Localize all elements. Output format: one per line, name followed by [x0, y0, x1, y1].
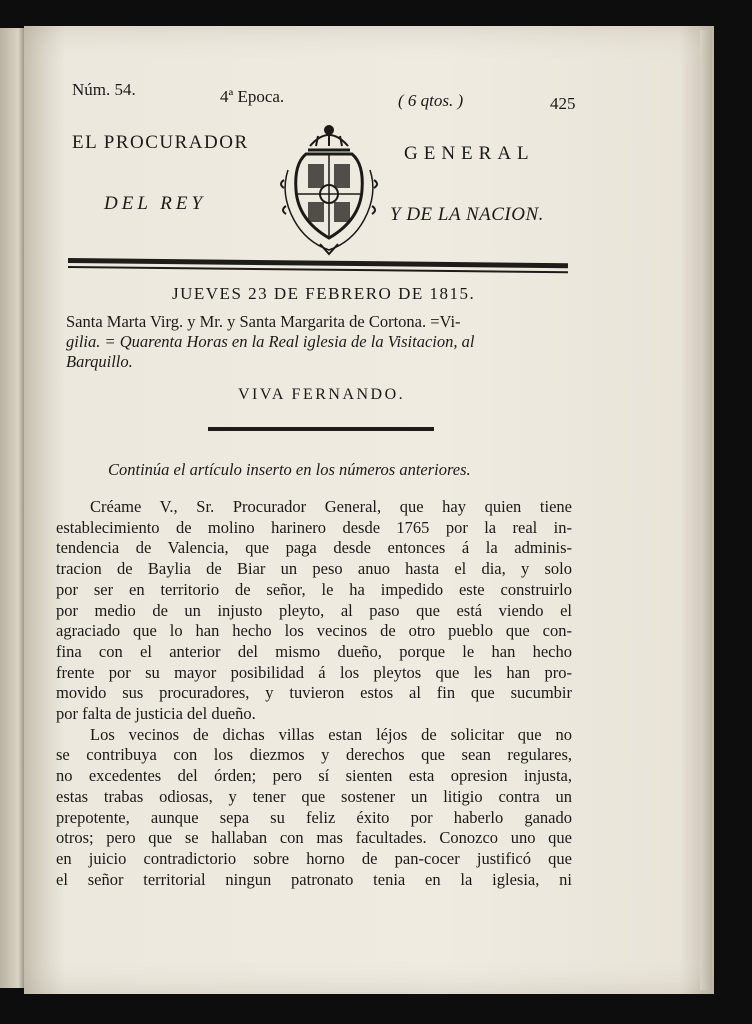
masthead-title-left: EL PROCURADOR [72, 132, 249, 153]
header-line [72, 80, 592, 113]
body-line: por ser en territorio de señor, le ha impedido este construirlo [56, 579, 572, 599]
body-line: frente por su mayor posibilidad á los pleytos que les han pro- [56, 662, 572, 682]
body-line: el señor territorial ningun patronato tenia en la iglesia, ni [56, 869, 572, 889]
body-line: estas trabas odiosas, y tener que sostener un litigio contra un [56, 786, 572, 806]
body-line: por medio de un injusto pleyto, al paso que está viendo el [56, 600, 572, 620]
masthead-subtitle-left: DEL REY [104, 193, 207, 214]
article-body [56, 497, 572, 890]
body-line: Los vecinos de dichas villas estan léjos de solicitar que no [90, 724, 572, 744]
section-divider [208, 427, 434, 431]
saints-line-3: Barquillo. [66, 352, 133, 371]
body-line: tracion de Baylia de Biar un peso anuo hasta el dia, y solo [56, 559, 572, 579]
body-line: agraciado que lo han hecho los vecinos de otro pueblo que con- [56, 621, 572, 641]
body-line: se contribuya con los diezmos y derechos que sean regulares, [56, 745, 572, 765]
saints-line-1: Santa Marta Virg. y Mr. y Santa Margarita de Cortona. =Vi- [66, 312, 461, 331]
body-line: tendencia de Valencia, que paga desde entonces á la adminis- [56, 538, 572, 558]
saints-of-the-day [66, 312, 586, 372]
date-line: JUEVES 23 DE FEBRERO DE 1815. [172, 284, 476, 303]
body-line: fina con el anterior del mismo dueño, porque le han hecho [56, 641, 572, 661]
facing-page-edge [0, 28, 26, 988]
body-line: prepotente, aunque sepa su feliz éxito por haberlo ganado [56, 807, 572, 827]
masthead-title-right: GENERAL [404, 143, 535, 164]
body-line: por falta de justicia del dueño. [56, 704, 256, 724]
body-line: Créame V., Sr. Procurador General, que hay quien tiene [90, 497, 572, 516]
saints-line-2: gilia. = Quarenta Horas en la Real iglesia de la Visitacion, al [66, 332, 475, 351]
issue-number: Núm. 54. [72, 80, 136, 99]
body-line: no excedentes del órden; pero sí sienten esta opresion injusta, [56, 766, 572, 786]
body-line: movido sus procuradores, y tuvieron estos al fin que sucumbir [56, 683, 572, 703]
masthead-subtitle-right: Y DE LA NACION. [390, 204, 544, 225]
page-number: 425 [550, 94, 576, 113]
quarters-label: ( 6 qtos. ) [398, 91, 464, 110]
body-line: establecimiento de molino harinero desde 1765 por la real in- [56, 517, 572, 537]
article-title: Continúa el artículo inserto en los números anteriores. [108, 460, 471, 479]
viva-fernando: VIVA FERNANDO. [238, 386, 406, 403]
epoch-label: 4ª Epoca. [220, 87, 285, 106]
body-line: otros; pero que se hallaban con mas facultades. Conozco uno que [56, 828, 572, 848]
royal-seal-icon [276, 120, 382, 256]
page-stack-edge [700, 30, 712, 990]
body-line: en juicio contradictorio sobre horno de pan-cocer justificó que [56, 848, 572, 868]
